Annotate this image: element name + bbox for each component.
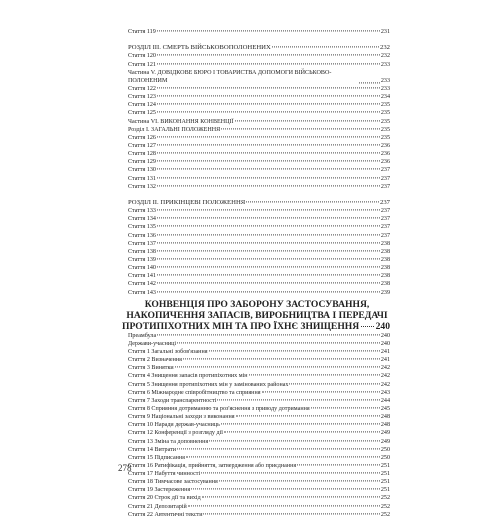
leader-dots: [157, 218, 380, 219]
toc-entry-page: 250: [380, 446, 390, 453]
toc-entry-page: 236: [380, 159, 390, 166]
toc-entry: [128, 413, 390, 421]
leader-dots: [177, 448, 380, 449]
toc-entry: [128, 101, 390, 109]
toc-entry-page: 237: [380, 167, 390, 174]
toc-entry: [128, 462, 390, 470]
leader-dots: [236, 415, 380, 416]
leader-dots: [183, 358, 380, 359]
toc-entry-label: Стаття 135: [128, 224, 156, 231]
convention-title-last-text: ПРОТИПІХОТНИХ МІН ТА ПРО ЇХНЄ ЗНИЩЕННЯ: [122, 320, 360, 332]
toc-entry-page: 238: [380, 273, 390, 280]
toc-entry-label: Стаття 9 Національні заходи з виконання: [128, 414, 235, 421]
toc-entry-page: 240: [380, 340, 390, 347]
toc-entry: [128, 183, 390, 191]
toc-entry-label: Стаття 139: [128, 256, 156, 263]
toc-entry-label: Стаття 128: [128, 151, 156, 158]
leader-dots: [157, 258, 380, 259]
leader-dots: [157, 242, 380, 243]
toc-entry-label: Стаття 4 Знищення запасів протипіхотних мін: [128, 373, 248, 380]
toc-entry: [128, 397, 390, 405]
toc-entry-label: Стаття 141: [128, 273, 156, 280]
toc-entry-page: 239: [380, 289, 390, 296]
toc-entry-label: Стаття 130: [128, 167, 156, 174]
toc-entry-label: Стаття 17 Набуття чинності: [128, 471, 201, 478]
toc-entry-page: 237: [380, 175, 390, 182]
toc-entry: [128, 118, 390, 126]
toc-entry-page: 238: [380, 248, 390, 255]
toc-entry: [128, 405, 390, 413]
toc-entry: [128, 348, 390, 356]
toc-entry: [128, 381, 390, 389]
toc-entry-label: Стаття 6 Міжнародне співробітництво та сприяння: [128, 389, 261, 396]
leader-dots: [157, 234, 380, 235]
toc-entry-label: Стаття 124: [128, 102, 156, 109]
toc-entry: [128, 109, 390, 117]
toc-entry: [128, 470, 390, 478]
toc-entry-page: 252: [380, 511, 390, 518]
leader-dots: [157, 144, 380, 145]
leader-dots: [311, 407, 380, 408]
leader-dots: [217, 399, 380, 400]
toc-entry: [128, 454, 390, 462]
toc-entry: [128, 421, 390, 429]
toc-entry-page: 252: [380, 503, 390, 510]
toc-top-list: [128, 28, 390, 297]
leader-dots: [361, 326, 373, 327]
toc-entry: [128, 166, 390, 174]
toc-entry-page: 251: [380, 479, 390, 486]
leader-dots: [235, 120, 380, 121]
leader-dots: [157, 291, 380, 292]
leader-dots: [262, 391, 380, 392]
toc-entry-page: 250: [380, 454, 390, 461]
toc-entry-label: Частина V. ДОВІДКОВЕ БЮРО І ТОВАРИСТВА ДОПОМОГИ ВІЙСЬКОВО-ПОЛОНЕНИМ: [128, 69, 332, 84]
convention-title-last-line: [122, 321, 390, 332]
toc-entry: [128, 150, 390, 158]
toc-entry: [128, 126, 390, 134]
leader-dots: [157, 153, 380, 154]
toc-entry-page: 238: [380, 265, 390, 272]
toc-entry-label: Стаття 127: [128, 143, 156, 149]
toc-entry-label: Стаття 14 Витрати: [128, 446, 177, 453]
toc-entry-label: Стаття 134: [128, 216, 156, 223]
leader-dots: [157, 250, 380, 251]
toc-entry-page: 237: [379, 198, 390, 206]
toc-entry-page: 251: [380, 487, 390, 494]
toc-entry-page: 237: [380, 216, 390, 223]
toc-entry-page: 251: [380, 471, 390, 478]
toc-entry-page: 232: [379, 44, 390, 52]
leader-dots: [219, 481, 380, 482]
toc-entry-label: Стаття 119: [128, 29, 156, 35]
toc-entry-page: 237: [380, 232, 390, 239]
toc-entry-page: 236: [380, 143, 390, 149]
toc-entry-label: Преамбула: [128, 332, 157, 339]
toc-entry: [128, 503, 390, 511]
toc-entry-label: Стаття 5 Знищення протипіхотних мін у замінованих районах: [128, 381, 289, 388]
leader-dots: [297, 464, 380, 465]
toc-entry: [128, 356, 390, 364]
leader-dots: [157, 63, 380, 64]
leader-dots: [157, 30, 380, 31]
toc-entry-page: 238: [380, 281, 390, 288]
toc-entry-label: Стаття 10 Наради держав-учасниць: [128, 422, 220, 429]
toc-entry-page: 233: [380, 86, 390, 93]
toc-entry-page: 231: [380, 29, 390, 35]
toc-entry: [128, 438, 390, 446]
toc-entry-label: Стаття 18 Тимчасове застосування: [128, 479, 218, 486]
leader-dots: [157, 112, 380, 113]
toc-entry-page: 238: [380, 256, 390, 263]
toc-entry: [128, 272, 390, 280]
toc-entry-label: Держави-учасниці: [128, 340, 177, 347]
leader-dots: [157, 226, 380, 227]
toc-entry-page: 242: [380, 365, 390, 372]
toc-entry-page: 237: [380, 208, 390, 215]
toc-entry-label: Стаття 142: [128, 281, 156, 288]
toc-entry: [128, 264, 390, 272]
toc-entry: [128, 511, 390, 519]
toc-entry-label: Стаття 21 Депозитарій: [128, 503, 187, 510]
leader-dots: [157, 185, 380, 186]
leader-dots: [157, 177, 380, 178]
toc-entry-page: 237: [380, 224, 390, 231]
toc-entry: [128, 223, 390, 231]
leader-dots: [221, 128, 380, 129]
toc-entry-label: Стаття 2 Визначення: [128, 357, 182, 364]
toc-entry-page: 249: [380, 430, 390, 437]
toc-entry: [128, 69, 390, 85]
leader-dots: [157, 55, 380, 56]
toc-entry-page: 248: [380, 422, 390, 429]
toc-entry: [128, 28, 390, 36]
toc-entry: [128, 340, 390, 348]
toc-entry: [128, 332, 390, 340]
toc-entry-label: Стаття 13 Зміна та доповнення: [128, 438, 209, 445]
toc-entry-page: 248: [380, 414, 390, 421]
toc-entry-page: 232: [380, 53, 390, 60]
toc-entry-page: 235: [380, 118, 390, 125]
page-number: 278: [118, 463, 132, 473]
toc-bottom-list: [128, 332, 390, 519]
toc-entry-label: Стаття 138: [128, 248, 156, 255]
toc-entry-page: 243: [380, 389, 390, 396]
leader-dots: [249, 375, 380, 376]
toc-entry-page: 233: [380, 77, 390, 84]
toc-entry-page: 252: [380, 495, 390, 502]
toc-entry-page: 235: [380, 134, 390, 141]
toc-entry: [128, 446, 390, 454]
toc-entry-label: Стаття 20 Строк дії та вихід: [128, 495, 201, 502]
leader-dots: [202, 497, 380, 498]
toc-entry: [128, 389, 390, 397]
toc-entry-label: Стаття 132: [128, 183, 156, 190]
toc-entry-page: 234: [380, 94, 390, 101]
leader-dots: [191, 489, 380, 490]
toc-entry-label: Стаття 133: [128, 208, 156, 215]
toc-entry: [128, 93, 390, 101]
leader-dots: [209, 440, 380, 441]
toc-entry-label: Стаття 143: [128, 289, 156, 296]
toc-entry-label: Стаття 15 Підписання: [128, 454, 185, 461]
leader-dots: [157, 136, 380, 137]
toc-entry-label: Стаття 140: [128, 265, 156, 272]
toc-entry: [128, 44, 390, 52]
leader-dots: [157, 96, 380, 97]
toc-entry-page: 235: [380, 110, 390, 117]
leader-dots: [359, 82, 380, 83]
toc-entry: [128, 372, 390, 380]
leader-dots: [209, 350, 380, 351]
toc-entry: [128, 280, 390, 288]
leader-dots: [203, 513, 379, 514]
toc-entry: [128, 240, 390, 248]
toc-entry-page: 245: [380, 405, 390, 412]
toc-entry-page: 251: [380, 462, 390, 469]
toc-entry-page: 242: [380, 373, 390, 380]
toc-entry: [128, 256, 390, 264]
leader-dots: [177, 342, 380, 343]
toc-entry: [128, 85, 390, 93]
toc-entry: [128, 486, 390, 494]
leader-dots: [188, 505, 380, 506]
toc-spacer: [128, 191, 390, 199]
leader-dots: [246, 201, 379, 202]
leader-dots: [157, 87, 380, 88]
toc-entry-label: Стаття 136: [128, 232, 156, 239]
toc-entry-page: 238: [380, 240, 390, 247]
toc-entry-label: Розділ І. ЗАГАЛЬНІ ПОЛОЖЕННЯ: [128, 126, 221, 133]
toc-entry-label: Стаття 1 Загальні зобов'язання: [128, 348, 208, 355]
toc-entry-label: Стаття 120: [128, 53, 156, 60]
leader-dots: [289, 383, 379, 384]
toc-entry: [128, 364, 390, 372]
toc-entry: [128, 199, 390, 207]
toc-entry: [128, 175, 390, 183]
toc-entry: [128, 429, 390, 437]
leader-dots: [157, 169, 380, 170]
toc-entry-label: Стаття 125: [128, 110, 156, 117]
toc-entry: [128, 248, 390, 256]
toc-entry-page: 241: [380, 357, 390, 364]
toc-entry: [128, 142, 390, 150]
leader-dots: [175, 367, 380, 368]
toc-entry-label: Стаття 121: [128, 61, 156, 68]
toc-entry-page: 242: [380, 381, 390, 388]
leader-dots: [221, 424, 380, 425]
leader-dots: [224, 432, 380, 433]
toc-entry-label: РОЗДІЛ ІІ. ПРИКІНЦЕВІ ПОЛОЖЕННЯ: [128, 198, 246, 206]
toc-entry-page: 241: [380, 348, 390, 355]
toc-entry-label: РОЗДІЛ III. СМЕРТЬ ВІЙСЬКОВОПОЛОНЕНИХ: [128, 44, 271, 52]
toc-entry: [128, 289, 390, 297]
toc-entry-label: Стаття 7 Заходи транспарентності: [128, 397, 217, 404]
leader-dots: [272, 47, 379, 48]
toc-entry-label: Частина VI. ВИКОНАННЯ КОНВЕНЦІЇ: [128, 118, 234, 125]
toc-entry-page: 235: [380, 102, 390, 109]
toc-entry-page: 233: [380, 61, 390, 68]
leader-dots: [157, 267, 380, 268]
toc-entry-page: 235: [380, 126, 390, 133]
toc-entry: [128, 61, 390, 69]
leader-dots: [157, 104, 380, 105]
toc-entry-label: Стаття 19 Застереження: [128, 487, 191, 494]
toc-entry-label: Стаття 123: [128, 94, 156, 101]
toc-entry-label: Стаття 8 Сприяння дотриманню та роз'яснення з приводу дотримання: [128, 405, 310, 412]
toc-entry-label: Стаття 129: [128, 159, 156, 166]
leader-dots: [157, 283, 380, 284]
toc-entry-page: 236: [380, 151, 390, 158]
toc-entry: [128, 494, 390, 502]
convention-title-page: 240: [375, 320, 390, 332]
toc-entry-label: Стаття 22 Автентичні тексти: [128, 511, 203, 518]
toc-entry-label: Стаття 126: [128, 134, 156, 141]
toc-entry-label: Стаття 12 Конференції з розгляду дії: [128, 430, 223, 437]
toc-entry-label: Стаття 137: [128, 240, 156, 247]
leader-dots: [157, 334, 380, 335]
toc-entry-label: Стаття 131: [128, 175, 156, 182]
convention-title: [122, 299, 392, 321]
toc-entry-page: 240: [380, 332, 390, 339]
convention-title-text: КОНВЕНЦІЯ ПРО ЗАБОРОНУ ЗАСТОСУВАННЯ, НАКОПИЧЕННЯ ЗАПАСІВ, ВИРОБНИЦТВА І ПЕРЕДАЧІ: [126, 298, 388, 321]
toc-entry: [128, 207, 390, 215]
toc-entry: [128, 52, 390, 60]
toc-entry: [128, 478, 390, 486]
toc-entry-label: Стаття 122: [128, 86, 156, 93]
toc-entry-page: 249: [380, 438, 390, 445]
leader-dots: [186, 456, 380, 457]
toc-entry-page: 237: [380, 183, 390, 190]
toc-entry-page: 244: [380, 397, 390, 404]
toc-entry-label: Стаття 3 Винятки: [128, 365, 174, 372]
leader-dots: [157, 275, 380, 276]
toc-entry-label: Стаття 16 Ратифікація, прийняття, затвердження або приєднання: [128, 462, 297, 469]
leader-dots: [157, 210, 380, 211]
leader-dots: [157, 161, 380, 162]
toc-entry: [128, 134, 390, 142]
toc-entry: [128, 158, 390, 166]
leader-dots: [201, 472, 380, 473]
toc-entry: [128, 232, 390, 240]
toc-entry: [128, 215, 390, 223]
